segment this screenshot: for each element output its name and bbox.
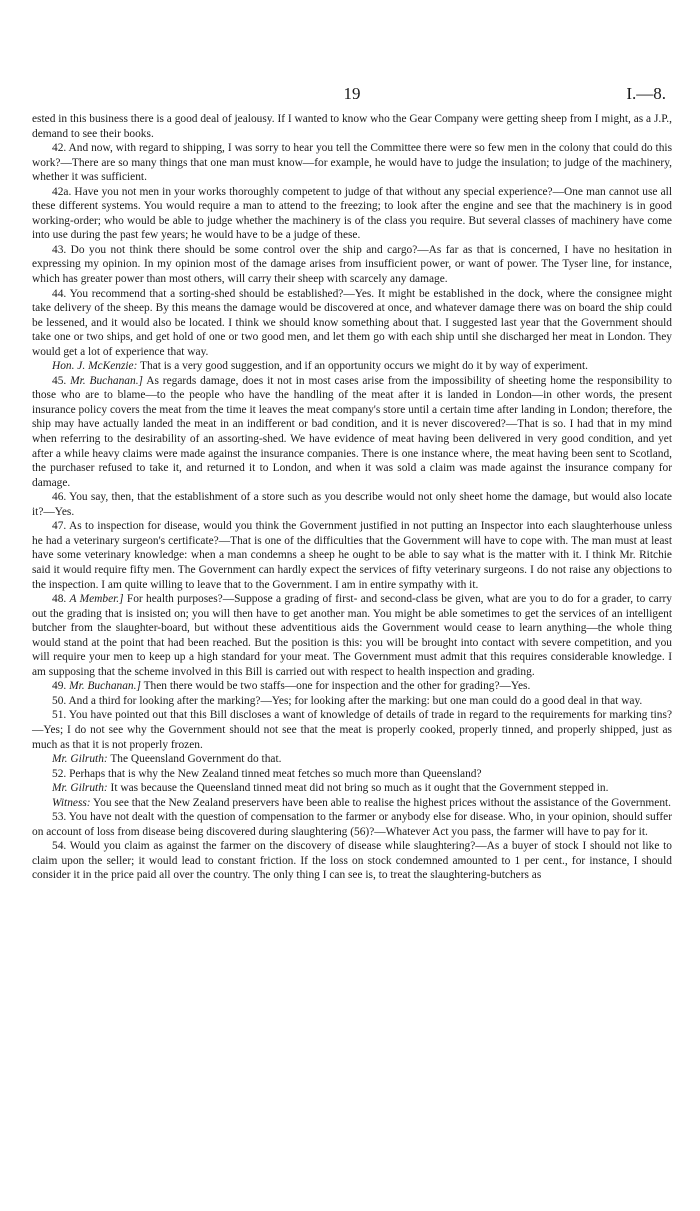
speaker-name: Mr. Buchanan.] xyxy=(70,374,143,387)
paragraph-text: As regards damage, does it not in most cases arise from the impossibility of sheeting home the responsibility to those who are to blame—to the people who have the handling of the meat after it is landed in London—in other words, the present insurance policy covers the meat from the time it leaves the meat company's store until a certain time after landing in London; therefore, the ship may have actually landed the meat in an indifferent or bad condition, and it is never discovered?—That is so. I had that in my mind when referring to the desirability of an assorting-shed. We have evidence of meat having been delivered in very good condition, and yet after a while heavy claims were made against the insurance companies. There is one instance where, the meat having been sent to Scotland, the purchaser refused to take it, and returned it to London, and when it was sold a claim was made against the insurance company for damage. xyxy=(32,374,672,489)
paragraph xyxy=(32,694,672,709)
paragraph-text: That is a very good suggestion, and if an opportunity occurs we might do it by way of experiment. xyxy=(137,360,588,373)
question-number: 45. xyxy=(52,374,71,387)
speaker-name: Hon. J. McKenzie: xyxy=(52,360,138,373)
speaker-name: Mr. Gilruth: xyxy=(52,753,108,766)
paragraph-text: 43. Do you not think there should be some control over the ship and cargo?—As far as that is concerned, I have no hesitation in expressing my opinion. In my opinion most of the damage arises from insufficient power, or want of power. The Tyser line, for instance, which has greater power than most others, will carry their sheep with scarcely any damage. xyxy=(32,243,672,286)
paragraph xyxy=(32,141,672,185)
page-number: 19 xyxy=(343,84,361,103)
paragraph xyxy=(32,592,672,679)
paragraph-text: 53. You have not dealt with the question of compensation to the farmer or anybody else for disease. Who, in your opinion, should suffer on account of loss from disease being discovered during slaughtering (56)?—Whatever Act you pass, the farmer will have to pay for it. xyxy=(32,811,672,838)
paragraph xyxy=(32,243,672,287)
paragraph-text: 50. And a third for looking after the marking?—Yes; for looking after the marking: but one man could do a good deal in that way. xyxy=(52,694,643,707)
paragraph xyxy=(32,810,672,839)
paragraph-text: 42a. Have you not men in your works thoroughly competent to judge of that without any special experience?—One man cannot use all these different systems. You would require a man to attend to the freezing; to look after the engine and see that the machinery is in good working-order; who would be able to judge whether the machinery is of the class you require. But several classes of machinery have come into use during the past few years; he would have to be a judge of these. xyxy=(32,185,672,242)
paragraph xyxy=(32,374,672,490)
speaker-name: Witness: xyxy=(52,796,91,809)
page-header xyxy=(32,84,672,106)
paragraph xyxy=(32,796,672,811)
paragraph xyxy=(32,708,672,752)
paragraph xyxy=(32,112,672,141)
paragraph-text: Then there would be two staffs—one for inspection and the other for grading?—Yes. xyxy=(140,680,531,693)
document-body xyxy=(32,112,672,883)
speaker-name: Mr. Gilruth: xyxy=(52,782,108,795)
paragraph-text: ested in this business there is a good deal of jealousy. If I wanted to know who the Gear Company were getting sheep from I might, as a J.P., demand to see their books. xyxy=(32,113,672,140)
paragraph xyxy=(32,781,672,796)
paragraph-text: 47. As to inspection for disease, would you think the Government justified in not putting an Inspector into each slaughterhouse unless he had a veterinary surgeon's certificate?—That is one of the difficulties that the Government will have to cope with. The man must at least have some veterinary knowledge: when a man condemns a sheep he ought to be able to say what is the matter with it. I think Mr. Ritchie said it would require fifty men. The Government can hardly expect the services of fifty veterinary surgeons. I do not raise any objections to the inspection. I am quite willing to leave that to the Government. I am in entire sympathy with it. xyxy=(32,520,672,591)
paragraph xyxy=(32,839,672,883)
paragraph xyxy=(32,287,672,360)
paragraph-text: You see that the New Zealand preservers have been able to realise the highest prices without the assistance of the Government. xyxy=(90,796,672,809)
paragraph xyxy=(32,519,672,592)
paragraph-text: It was because the Queensland tinned meat did not bring so much as it ought that the Government stepped in. xyxy=(107,782,609,795)
paragraph-text: 44. You recommend that a sorting-shed should be established?—Yes. It might be established in the dock, where the consignee might take delivery of the sheep. By this means the damage would be discovered at once, and whatever damage there was on board the ship could be lessened, and it would also be located. I think we should know something about that. I suggested last year that the Government should take one or two ships, and get hold of one or two good men, and let them go with each ship until she discharged her meat in London. They would get a lot of experience that way. xyxy=(32,287,672,358)
paragraph xyxy=(32,752,672,767)
paragraph xyxy=(32,767,672,782)
question-number: 49. xyxy=(52,680,70,693)
paragraph xyxy=(32,185,672,243)
paragraph-text: 54. Would you claim as against the farmer on the discovery of disease while slaughtering?—As a buyer of stock I should not like to claim upon the seller; it would lead to constant friction. If the loss on stock condemned amounted to 1 per cent., for instance, I should consider it in the price paid all over the country. The only thing I can see is, to treat the slaughtering-butchers as xyxy=(32,840,672,882)
document-code: I.—8. xyxy=(626,84,666,103)
paragraph-text: 52. Perhaps that is why the New Zealand tinned meat fetches so much more than Queensland? xyxy=(52,767,482,780)
paragraph-text: 51. You have pointed out that this Bill discloses a want of knowledge of details of trade in regard to the requirements for marking tins?—Yes; I do not see why the Government should not see that the meat is properly cooked, properly tinned, and properly shipped, just as much as that it is not properly frozen. xyxy=(32,709,672,751)
paragraph xyxy=(32,490,672,519)
paragraph-text: The Queensland Government do that. xyxy=(107,753,282,766)
paragraph-text: For health purposes?—Suppose a grading of first- and second-class be given, what are you to do for a grader, to carry out the grading that is insisted on; you will then have to get another man. You might be able sometimes to get the services of an intelligent butcher from the slaughter-board, but without these adventitious aids the Government would cease to learn anything—the whole thing would stand at the point that had been reached. But the position is this: you will be brought into contact with severe competition, and you will require your men to keep up a high standard for your meat. The Government must admit that this requires considerable knowledge. I am supposing that the scheme involved in this Bill is carried out with respect to health inspection and grading. xyxy=(32,593,672,678)
speaker-name: Mr. Buchanan.] xyxy=(69,680,141,693)
paragraph xyxy=(32,679,672,694)
paragraph xyxy=(32,359,672,374)
speaker-name: A Member.] xyxy=(69,593,124,606)
paragraph-text: 42. And now, with regard to shipping, I was sorry to hear you tell the Committee there were so few men in the colony that could do this work?—There are so many things that one man must know—for example, he would have to judge the insulation; to judge of the machinery, whether it was sufficient. xyxy=(32,142,672,184)
question-number: 48. xyxy=(52,593,70,606)
paragraph-text: 46. You say, then, that the establishment of a store such as you describe would not only sheet home the damage, but would also locate it?—Yes. xyxy=(32,491,672,518)
